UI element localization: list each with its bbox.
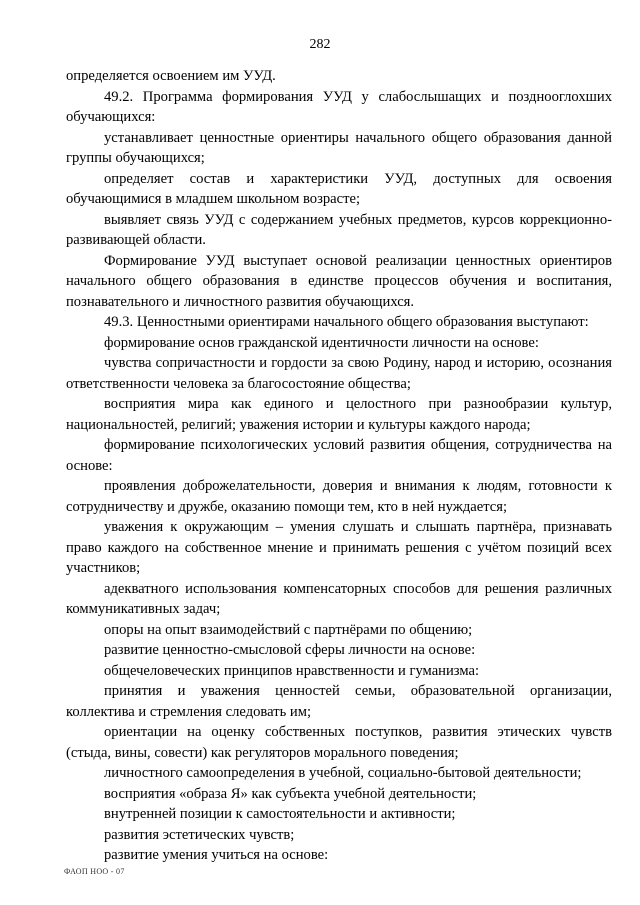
paragraph: формирование основ гражданской идентичности личности на основе: <box>104 334 539 351</box>
paragraph: личностного самоопределения в учебной, социально-бытовой деятельности; <box>104 765 582 781</box>
page-number: 282 <box>309 37 331 52</box>
paragraph: ориентации на оценку собственных поступков, развития этических чувств (стыда, вины, совести) как регуляторов морального поведения; <box>66 724 612 761</box>
paragraph: 49.2. Программа формирования УУД у слабослышащих и позднооглохших обучающихся: <box>66 88 612 125</box>
paragraph: устанавливает ценностные ориентиры начального общего образования данной группы обучающихся; <box>66 129 612 166</box>
paragraph: развитие умения учиться на основе: <box>104 847 329 863</box>
paragraph: восприятия «образа Я» как субъекта учебной деятельности; <box>104 785 477 802</box>
paragraph: уважения к окружающим – умения слушать и слышать партнёра, признавать право каждого на собственное мнение и принимать решения с учётом позиций всех участников; <box>66 519 612 576</box>
paragraph: принятия и уважения ценностей семьи, образовательной организации, коллектива и стремления следовать им; <box>66 683 612 720</box>
document-body <box>66 66 612 866</box>
paragraph: развитие ценностно-смысловой сферы личности на основе: <box>104 642 476 658</box>
paragraph: формирование психологических условий развития общения, сотрудничества на основе: <box>66 437 612 474</box>
paragraph: общечеловеческих принципов нравственности и гуманизма: <box>104 662 480 679</box>
paragraph: опоры на опыт взаимодействий с партнёрами по общению; <box>104 621 473 638</box>
paragraph: восприятия мира как единого и целостного при разнообразии культур, национальностей, религий; уважения истории и культуры каждого народа; <box>66 396 612 433</box>
paragraph: 49.3. Ценностными ориентирами начального общего образования выступают: <box>104 314 589 330</box>
paragraph: адекватного использования компенсаторных способов для решения различных коммуникативных задач; <box>66 580 612 617</box>
paragraph: определяется освоением им УУД. <box>66 68 276 84</box>
paragraph: определяет состав и характеристики УУД, доступных для освоения обучающимися в младшем школьном возрасте; <box>66 170 612 207</box>
paragraph: Формирование УУД выступает основой реализации ценностных ориентиров начального общего образования в единстве процессов обучения и воспитания, познавательного и личностного развития обучающихся. <box>66 252 612 310</box>
paragraph: чувства сопричастности и гордости за свою Родину, народ и историю, осознания ответственности человека за благосостояние общества; <box>66 355 612 392</box>
paragraph: проявления доброжелательности, доверия и внимания к людям, готовности к сотрудничеству и дружбе, оказанию помощи тем, кто в ней нуждается; <box>66 478 612 515</box>
paragraph: выявляет связь УУД с содержанием учебных предметов, курсов коррекционно-развивающей области. <box>66 211 612 248</box>
footer-label: ФАОП НОО - 07 <box>64 867 125 876</box>
paragraph: внутренней позиции к самостоятельности и активности; <box>104 806 456 822</box>
paragraph: развития эстетических чувств; <box>104 826 295 843</box>
